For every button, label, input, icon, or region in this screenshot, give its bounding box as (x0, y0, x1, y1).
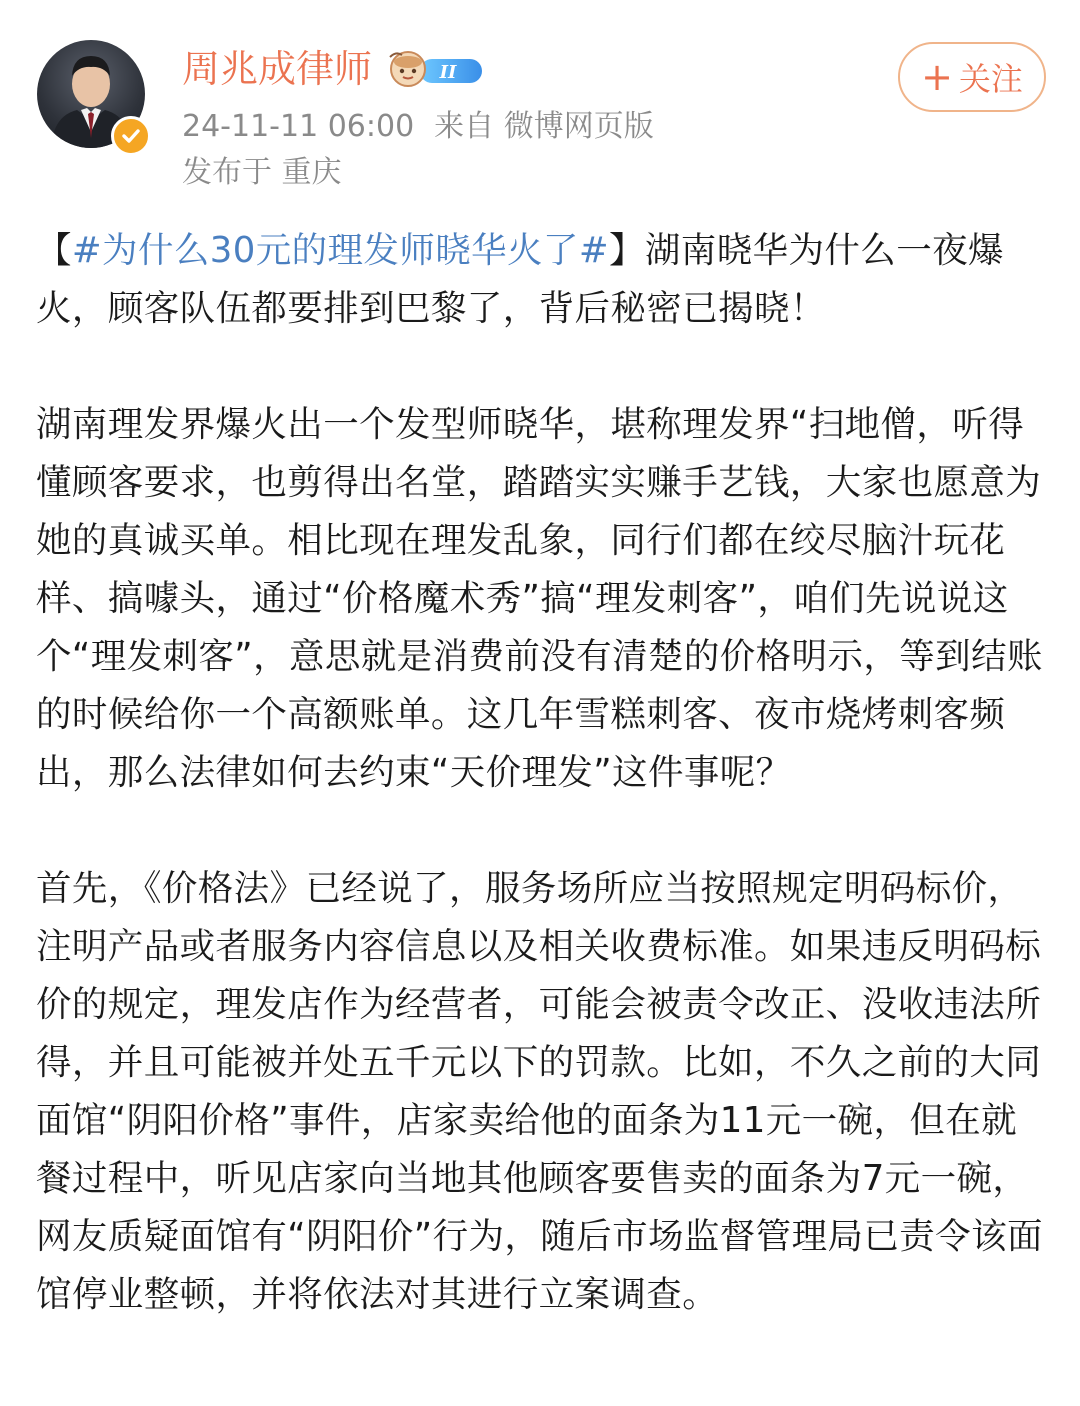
post-source: 来自 微博网页版 (434, 109, 654, 144)
follow-button[interactable] (898, 42, 1046, 112)
hashtag-link[interactable]: #为什么30元的理发师晓华火了# (71, 230, 609, 271)
paragraph-3: 首先，《价格法》已经说了，服务场所应当按照规定明码标价，注明产品或者服务内容信息以及相关收费标准。如果违反明码标价的规定，理发店作为经营者，可能会被责令改正、没收违法所得，并且可能被并处五千元以下的罚款。比如，不久之前的大同面馆“阴阳价格”事件，店家卖给他的面条为11元一碗，但在就餐过程中，听见店家向当地其他顾客要售卖的面条为7元一碗，网友质疑面馆有“阴阳价”行为，随后市场监督管理局已责令该面馆停业整顿，并将依法对其进行立案调查。 (36, 868, 1043, 1315)
level-badge[interactable] (386, 49, 486, 89)
level-text: II (439, 62, 457, 83)
username-row (182, 44, 486, 94)
paragraph-2: 湖南理发界爆火出一个发型师晓华，堪称理发界“扫地僧，听得懂顾客要求，也剪得出名堂，踏踏实实赚手艺钱，大家也愿意为她的真诚买单。相比现在理发乱象，同行们都在绞尽脑汁玩花样、搞噱头，通过“价格魔术秀”搞“理发刺客”，咱们先说说这个“理发刺客”，意思就是消费前没有清楚的价格明示，等到结账的时候给你一个高额账单。这几年雪糕刺客、夜市烧烤刺客频出，那么法律如何去约束“天价理发”这件事呢？ (36, 404, 1043, 793)
paragraph-1-text: 湖南晓华为什么一夜爆火，顾客队伍都要排到巴黎了，背后秘密已揭晓！ (36, 230, 1004, 329)
fan-level-icon (386, 49, 486, 89)
post-time[interactable]: 24-11-11 06:00 (182, 109, 415, 144)
follow-label: 关注 (958, 60, 1023, 98)
post-header (0, 0, 1080, 200)
plus-icon: + (921, 55, 953, 99)
paragraph-1 (36, 222, 1046, 338)
checkmark-icon (120, 125, 142, 147)
bracket-close: 】 (608, 230, 645, 271)
post-meta (182, 106, 674, 148)
author-name[interactable]: 周兆成律师 (182, 47, 373, 91)
verified-badge (111, 116, 151, 156)
avatar[interactable] (37, 40, 145, 148)
post-content (36, 222, 1046, 1324)
bracket-open: 【 (36, 230, 72, 271)
post-location: 发布于 重庆 (182, 155, 342, 190)
